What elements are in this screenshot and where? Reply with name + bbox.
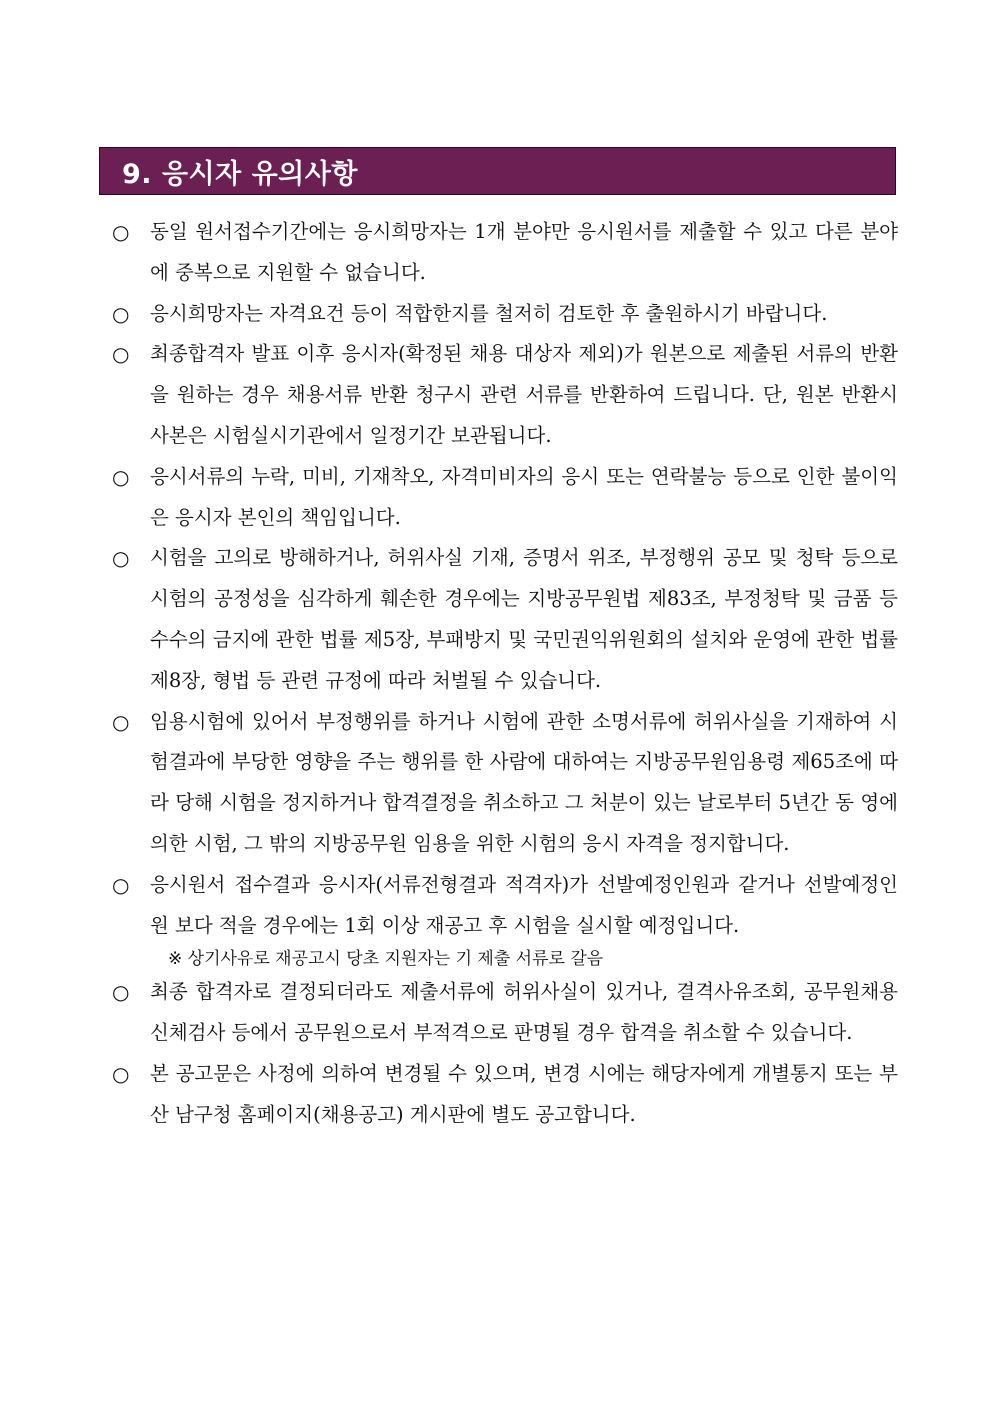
notice-item-pass-cancellation: [112, 972, 898, 1054]
notice-list: [112, 212, 898, 1136]
notice-text: 시험을 고의로 방해하거나, 허위사실 기재, 증명서 위조, 부정행위 공모 및 청탁 등으로 시험의 공정성을 심각하게 훼손한 경우에는 지방공무원법 제83조, 부정청탁 및 금품 등 수수의 금지에 관한 법률 제5장, 부패방지 및 국민권익위원회의 설치와 운영에 관한 법률 제8장, 형법 등 관련 규정에 따라 처벌될 수 있습니다.: [150, 546, 898, 692]
circle-bullet-icon: ○: [112, 301, 130, 326]
circle-bullet-icon: ○: [112, 709, 130, 734]
notice-text: 응시서류의 누락, 미비, 기재착오, 자격미비자의 응시 또는 연락불능 등으로 인한 불이익은 응시자 본인의 책임입니다.: [150, 464, 898, 529]
notice-text: 응시원서 접수결과 응시자(서류전형결과 적격자)가 선발예정인원과 같거나 선발예정인원 보다 적을 경우에는 1회 이상 재공고 후 시험을 실시할 예정입니다.: [150, 872, 898, 937]
notice-sub-note: ※ 상기사유로 재공고시 당초 지원자는 기 제출 서류로 갈음: [168, 949, 604, 970]
notice-item-document-return: [112, 334, 898, 456]
circle-bullet-icon: ○: [112, 1061, 130, 1086]
notice-item-eligibility-check: [112, 294, 898, 335]
circle-bullet-icon: ○: [112, 220, 130, 244]
circle-bullet-icon: ○: [112, 872, 130, 897]
notice-item-applicant-responsibility: [112, 457, 898, 539]
notice-text: 본 공고문은 사정에 의하여 변경될 수 있으며, 변경 시에는 해당자에게 개별통지 또는 부산 남구청 홈페이지(채용공고) 게시판에 별도 공고합니다.: [150, 1061, 898, 1126]
notice-text: 임용시험에 있어서 부정행위를 하거나 시험에 관한 소명서류에 허위사실을 기재하여 시험결과에 부당한 영향을 주는 행위를 한 사람에 대하여는 지방공무원임용령 제65조에 따라 당해 시험을 정지하거나 합격결정을 취소하고 그 처분이 있는 날로부터 5년간 동 영에 의한 시험, 그 밖의 지방공무원 임용을 위한 시험의 응시 자격을 정지합니다.: [150, 709, 898, 855]
notice-item-misconduct-disqualification: [112, 702, 898, 865]
notice-text: 동일 원서접수기간에는 응시희망자는 1개 분야만 응시원서를 제출할 수 있고 다른 분야에 중복으로 지원할 수 없습니다.: [150, 220, 898, 284]
section-title: 9. 응시자 유의사항: [122, 158, 358, 190]
notice-text: 최종 합격자로 결정되더라도 제출서류에 허위사실이 있거나, 결격사유조회, 공무원채용신체검사 등에서 공무원으로서 부적격으로 판명될 경우 합격을 취소할 수 있습니다.: [150, 980, 898, 1045]
notice-item-re-announcement: [112, 865, 898, 977]
notice-text: 최종합격자 발표 이후 응시자(확정된 채용 대상자 제외)가 원본으로 제출된 서류의 반환을 원하는 경우 채용서류 반환 청구시 관련 서류를 반환하여 드립니다. 단, 원본 반환시 사본은 시험실시기관에서 일정기간 보관됩니다.: [150, 342, 898, 447]
circle-bullet-icon: ○: [112, 546, 130, 571]
circle-bullet-icon: ○: [112, 342, 130, 367]
section-header: [99, 147, 896, 195]
circle-bullet-icon: ○: [112, 464, 130, 489]
notice-item-announcement-changes: [112, 1054, 898, 1136]
circle-bullet-icon: ○: [112, 980, 130, 1005]
notice-item-duplicate-application: [112, 212, 898, 294]
notice-text: 응시희망자는 자격요건 등이 적합한지를 철저히 검토한 후 출원하시기 바랍니다.: [150, 301, 828, 325]
notice-item-fraud-penalty: [112, 538, 898, 701]
